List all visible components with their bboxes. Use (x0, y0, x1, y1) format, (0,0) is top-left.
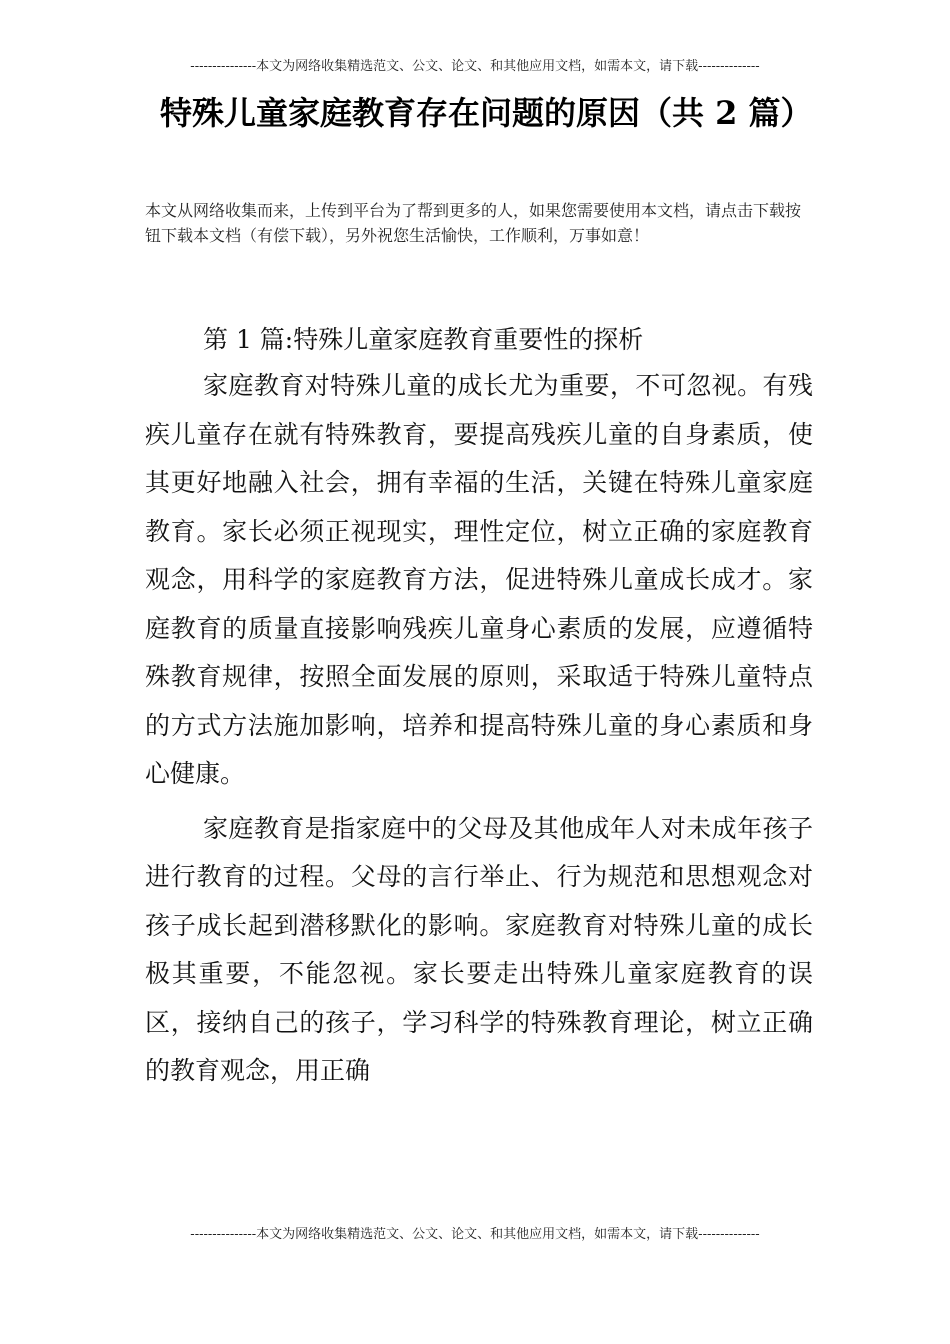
document-title: 特殊儿童家庭教育存在问题的原因（共 2 篇） (160, 94, 813, 132)
article-body (145, 318, 813, 1096)
paragraph: 家庭教育对特殊儿童的成长尤为重要，不可忽视。有残疾儿童存在就有特殊教育，要提高残疾儿童的自身素质，使其更好地融入社会，拥有幸福的生活，关键在特殊儿童家庭教育。家长必须正视现实，理性定位，树立正确的家庭教育观念，用科学的家庭教育方法，促进特殊儿童成长成才。家庭教育的质量直接影响残疾儿童身心素质的发展，应遵循特殊教育规律，按照全面发展的原则，采取适于特殊儿童特点的方式方法施加影响，培养和提高特殊儿童的身心素质和身心健康。 (145, 371, 813, 788)
paragraph: 家庭教育是指家庭中的父母及其他成年人对未成年孩子进行教育的过程。父母的言行举止、行为规范和思想观念对孩子成长起到潜移默化的影响。家庭教育对特殊儿童的成长极其重要，不能忽视。家长要走出特殊儿童家庭教育的误区，接纳自己的孩子，学习科学的特殊教育理论，树立正确的教育观念，用正确 (145, 813, 813, 1085)
header-banner: ---------------本文为网络收集精选范文、公文、论文、和其他应用文档，如需本文，请下载-------------- (190, 59, 760, 74)
footer-banner: ---------------本文为网络收集精选范文、公文、论文、和其他应用文档，如需本文，请下载-------------- (190, 1227, 760, 1242)
download-notice: 本文从网络收集而来，上传到平台为了帮到更多的人，如果您需要使用本文档，请点击下载按钮下载本文档（有偿下载），另外祝您生活愉快，工作顺利，万事如意！ (145, 201, 802, 245)
section-heading: 第 1 篇:特殊儿童家庭教育重要性的探析 (203, 325, 644, 354)
